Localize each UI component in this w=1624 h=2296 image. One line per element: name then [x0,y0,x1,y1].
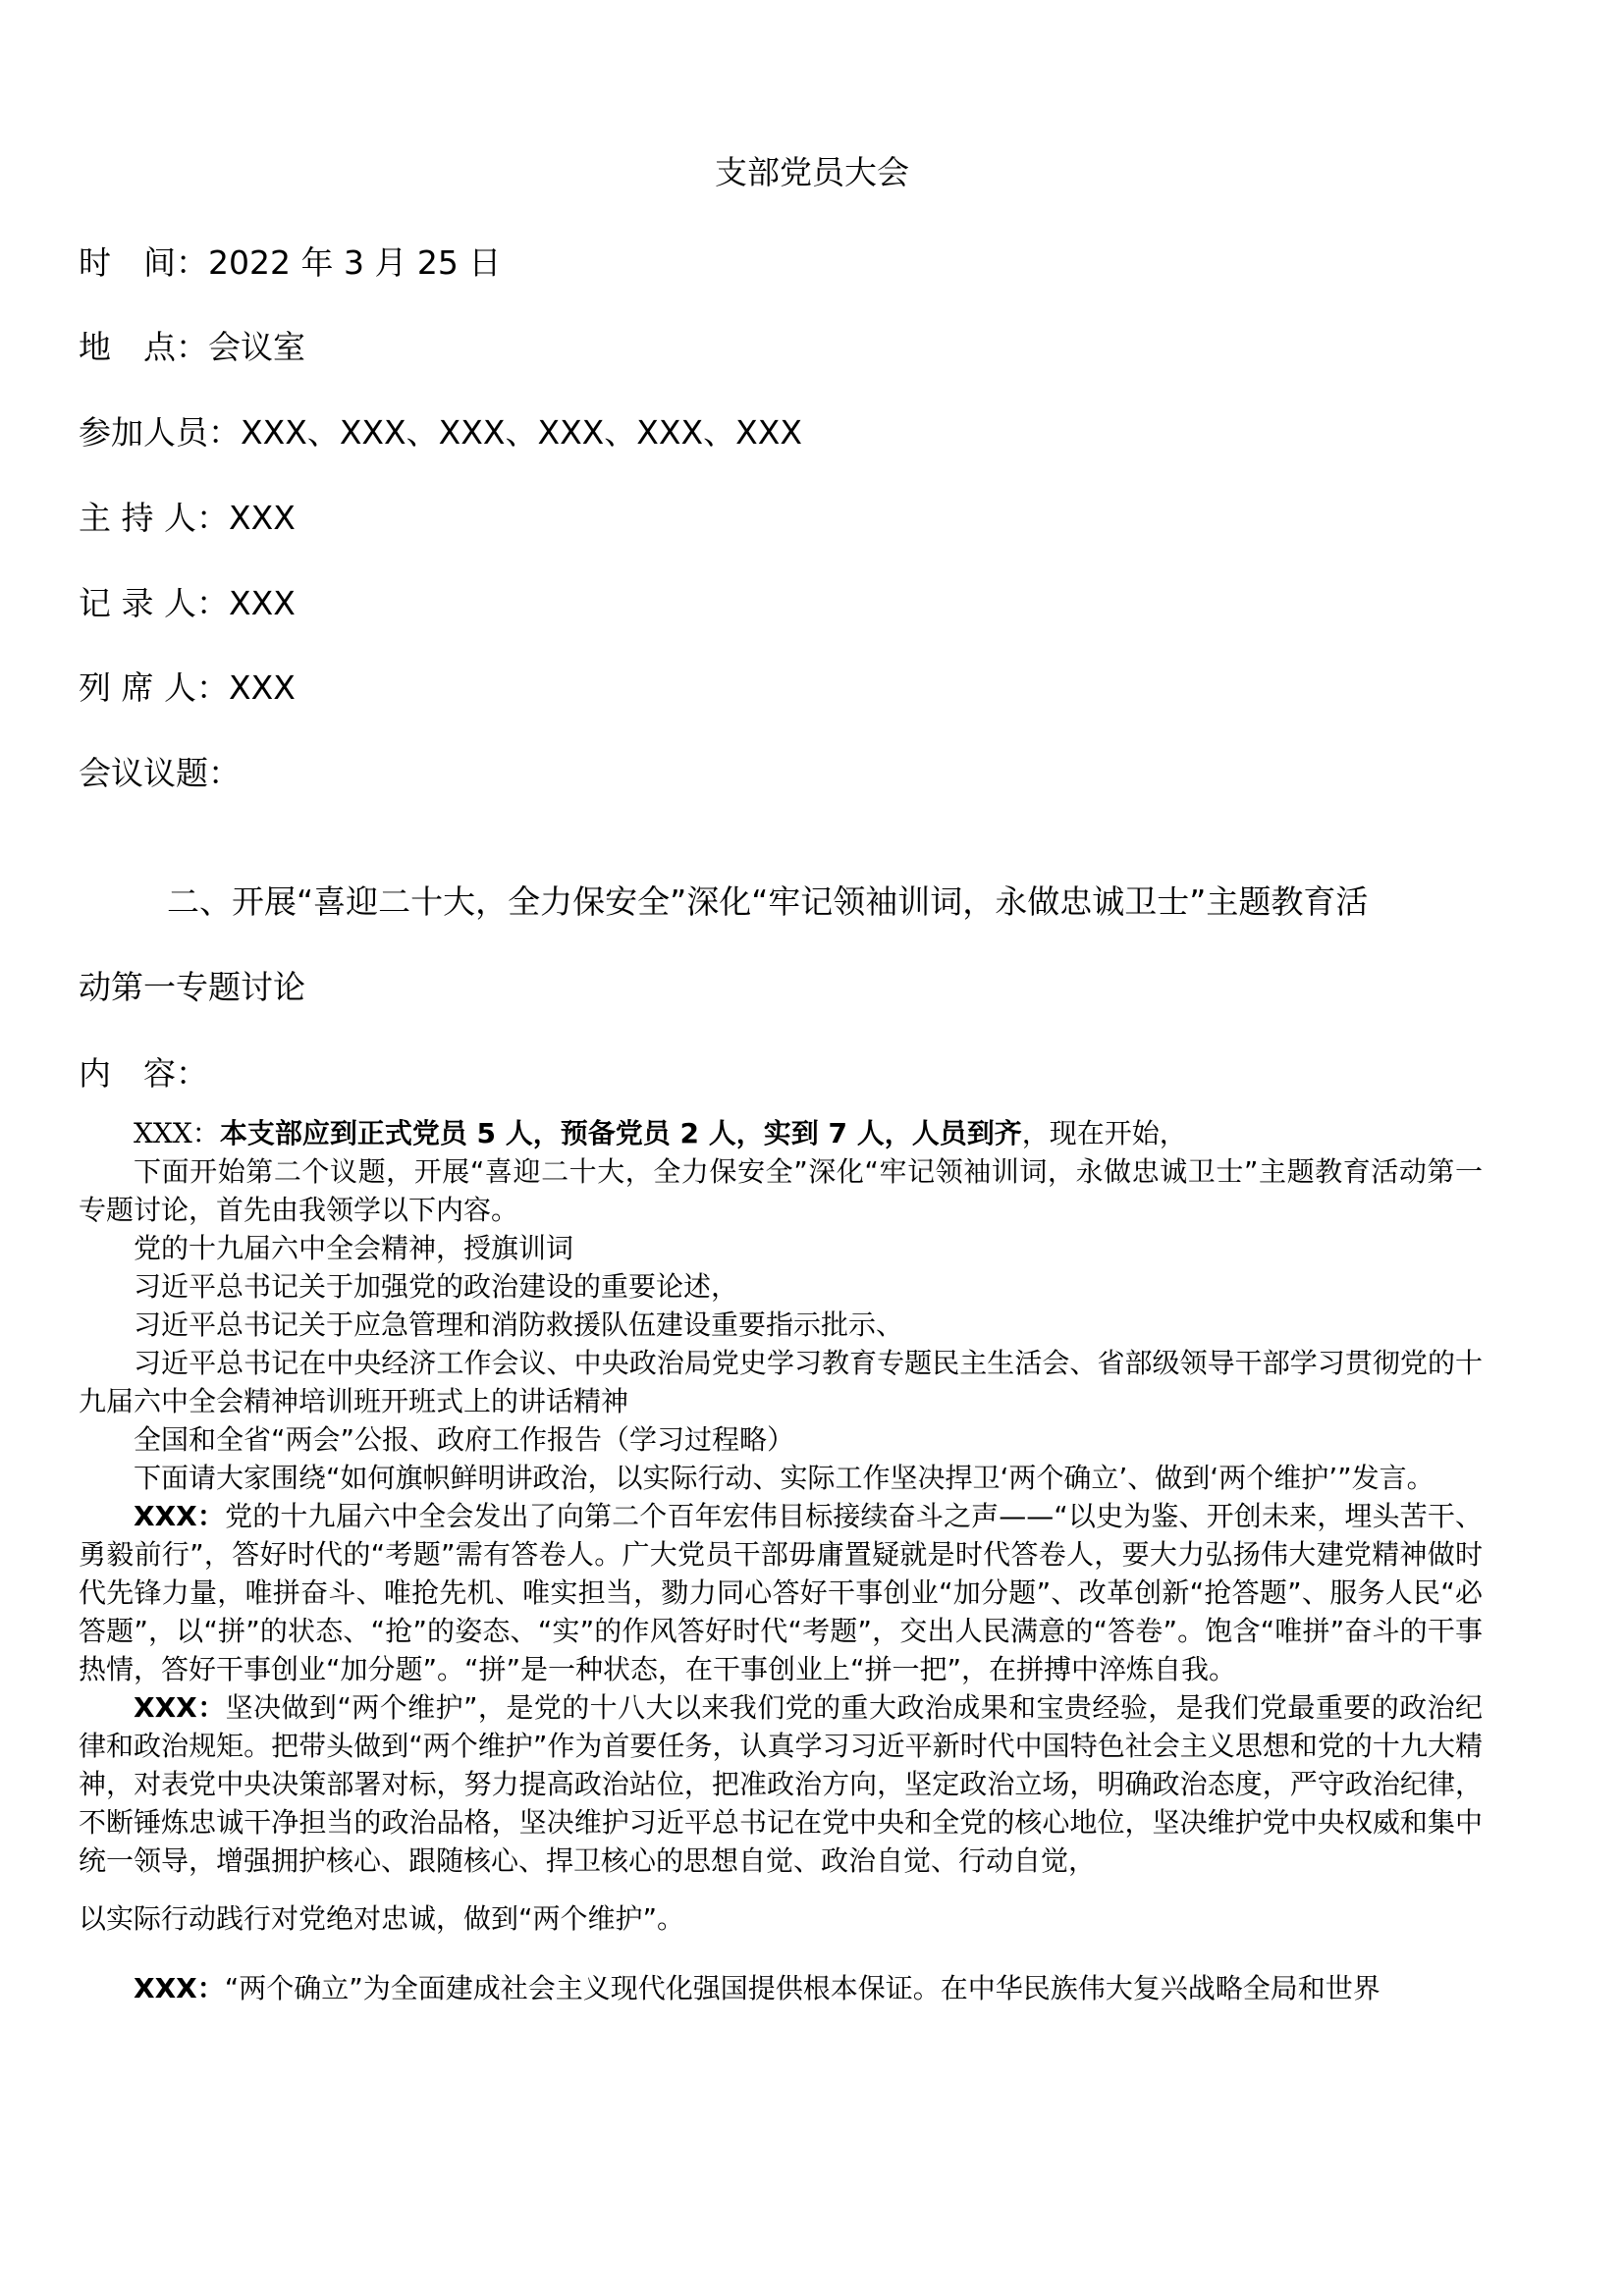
paragraph-opening: XXX：本支部应到正式党员 5 人，预备党员 2 人，实到 7 人，人员到齐，现在开始， [134,1117,1187,1149]
meta-label: 主 持 人： [79,499,229,537]
meta-label: 会议议题： [79,754,241,792]
meta-host [79,493,296,539]
meta-label: 参加人员： [79,413,241,452]
meta-attendees [79,407,802,454]
meta-value: XXX [228,499,296,537]
meta-agenda [79,748,241,794]
paragraph: 习近平总书记在中央经济工作会议、中央政治局党史学习教育专题民主生活会、省部级领导干部学习贯彻党的十九届六中全会精神培训班开班式上的讲话精神 [79,1347,1483,1417]
speech-paragraph: XXX：党的十九届六中全会发出了向第二个百年宏伟目标接续奋斗之声——“以史为鉴、开创未来，埋头苦干、勇毅前行”，答好时代的“考题”需有答卷人。广大党员干部毋庸置疑就是时代答卷人，要大力弘扬伟大建党精神做时代先锋力量，唯拼奋斗、唯抢先机、唯实担当，勠力同心答好干事创业“加分题”、改革创新“抢答题”、服务人民“必答题”，以“拼”的状态、“抢”的姿态、“实”的作风答好时代“考题”，交出人民满意的“答卷”。饱含“唯拼”奋斗的干事热情，答好干事创业“加分题”。“拼”是一种状态，在干事创业上“拼一把”，在拼搏中淬炼自我。 [79,1500,1483,1685]
meta-value: 2022 年 3 月 25 日 [208,243,502,282]
content-body [79,1114,1483,2007]
paragraph-continuation: 以实际行动践行对党绝对忠诚，做到“两个维护”。 [79,1902,685,1935]
agenda-topic-line2: 动第一专题讨论 [79,968,305,1006]
speaker-name: XXX： [134,1691,226,1724]
speaker-name: XXX： [134,1500,226,1532]
speech-paragraph: XXX：坚决做到“两个维护”，是党的十八大以来我们党的重大政治成果和宝贵经验，是我们党最重要的政治纪律和政治规矩。把带头做到“两个维护”作为首要任务，认真学习习近平新时代中国特色社会主义思想和党的十九大精神，对表党中央决策部署对标，努力提高政治站位，把准政治方向，坚定政治立场，明确政治态度，严守政治纪律，不断锤炼忠诚干净担当的政治品格，坚决维护习近平总书记在党中央和全党的核心地位，坚决维护党中央权威和集中统一领导，增强拥护核心、跟随核心、捍卫核心的思想自觉、政治自觉、行动自觉， [79,1691,1483,1877]
paragraph: 下面请大家围绕“如何旗帜鲜明讲政治，以实际行动、实际工作坚决捍卫‘两个确立’、做到‘两个维护’”发言。 [134,1462,1435,1494]
meta-location [79,322,305,368]
attendance-statement: 本支部应到正式党员 5 人，预备党员 2 人，实到 7 人，人员到齐 [219,1117,1022,1149]
meta-label: 时 间： [79,243,208,282]
meta-label: 列 席 人： [79,668,229,707]
meta-value: 会议室 [208,328,305,366]
speaker-name: XXX： [134,1972,225,2004]
meta-time [79,238,501,284]
paragraph: 下面开始第二个议题，开展“喜迎二十大，全力保安全”深化“牢记领袖训词，永做忠诚卫士”主题教育活动第一专题讨论，首先由我领学以下内容。 [79,1155,1483,1226]
meta-value: XXX [228,668,296,707]
meta-label: 地 点： [79,328,208,366]
paragraph: 习近平总书记关于应急管理和消防救援队伍建设重要指示批示、 [134,1308,904,1341]
meta-value: XXX [228,584,296,622]
paragraph: 习近平总书记关于加强党的政治建设的重要论述， [134,1270,739,1303]
speaker-name: XXX： [134,1117,220,1149]
speech-paragraph: XXX：“两个确立”为全面建成社会主义现代化强国提供根本保证。在中华民族伟大复兴战略全局和世界 [134,1972,1380,2004]
meta-label: 记 录 人： [79,584,229,622]
paragraph: 党的十九届六中全会精神，授旗训词 [134,1232,574,1264]
agenda-topic-line1: 二、开展“喜迎二十大，全力保安全”深化“牢记领袖训词，永做忠诚卫士”主题教育活 [167,882,1369,921]
meta-recorder [79,578,296,624]
meta-observer [79,663,296,709]
paragraph: 全国和全省“两会”公报、政府工作报告（学习过程略） [134,1423,795,1456]
meta-value: XXX、XXX、XXX、XXX、XXX、XXX [241,413,802,452]
document-title: 支部党员大会 [715,153,909,191]
content-label: 内 容： [79,1054,208,1093]
